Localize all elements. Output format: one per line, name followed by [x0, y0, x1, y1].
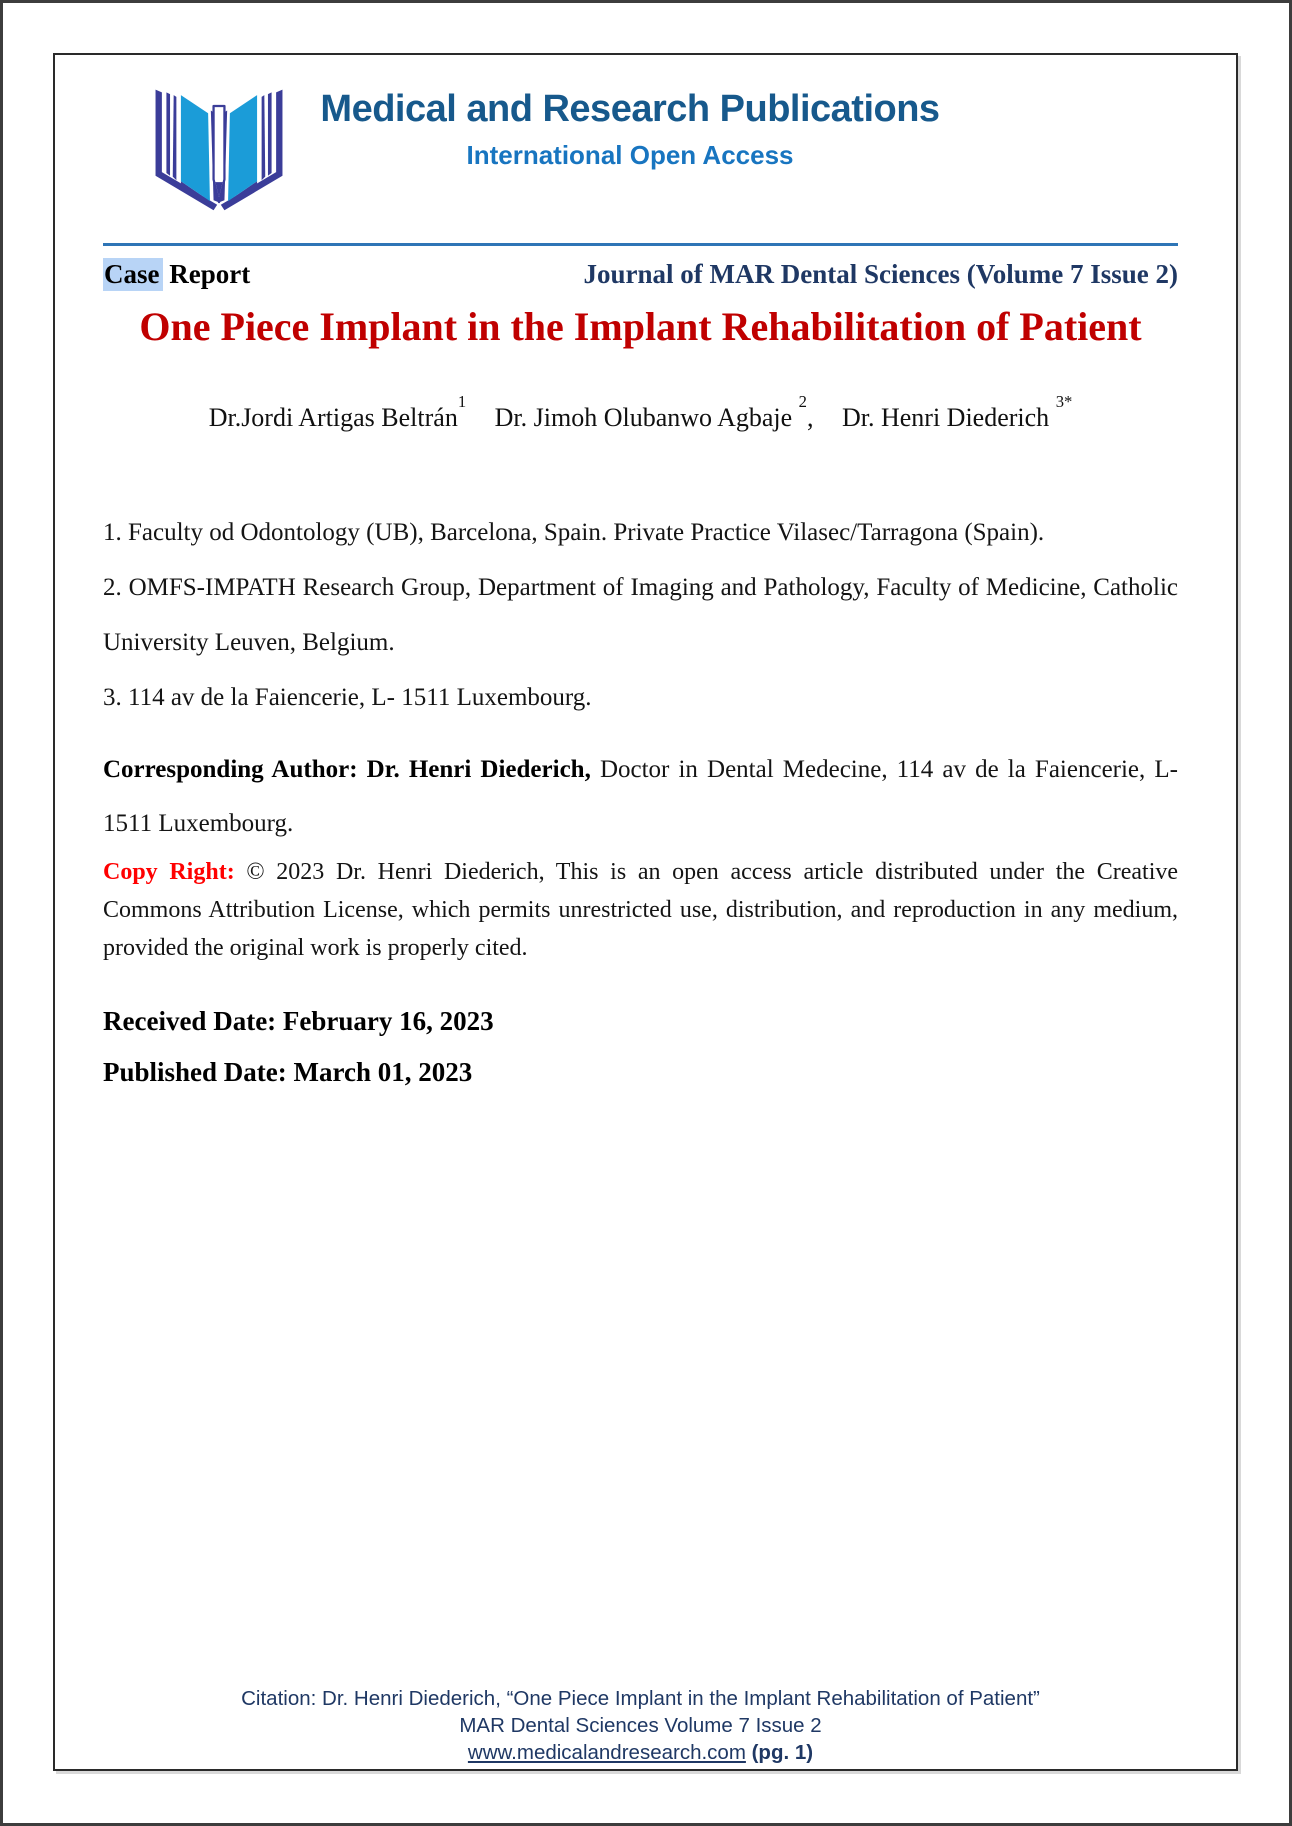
author-affiliation-superscript: 2: [798, 391, 807, 411]
author-line: [103, 391, 1178, 433]
footer-link-line: [103, 1739, 1178, 1766]
author-affiliation-superscript: 3*: [1055, 391, 1073, 411]
author: Dr.Jordi Artigas Beltrán$^1$: [208, 391, 467, 432]
author: Dr. Henri Diederich $^{3*}$: [841, 391, 1073, 432]
footer-journal-line: MAR Dental Sciences Volume 7 Issue 2: [459, 1714, 822, 1737]
author: Dr. Jimoh Olubanwo Agbaje $^2$,: [494, 391, 814, 432]
footer-citation: Citation: Dr. Henri Diederich, “One Piece Implant in the Implant Rehabilitation of Patient”: [241, 1687, 1040, 1710]
publisher-name: Medical and Research Publications: [320, 88, 940, 130]
publisher-tagline: International Open Access: [466, 140, 794, 170]
doc-type-rest: Report: [162, 259, 251, 289]
copyright-paragraph: [103, 853, 1178, 967]
corresponding-author-text: Doctor in Dental Medecine, 114 av de la Faiencerie, L- 1511 Luxembourg.: [103, 756, 1178, 837]
publisher-header: [285, 87, 975, 171]
corresponding-author-paragraph: [103, 743, 1178, 851]
corresponding-author-label: Corresponding Author: Dr. Henri Diederich,: [103, 756, 591, 783]
copyright-label: Copy Right:: [103, 859, 235, 885]
published-date: Published Date: March 01, 2023: [103, 1057, 473, 1087]
page-number: (pg. 1): [751, 1741, 814, 1764]
received-date: Received Date: February 16, 2023: [103, 1006, 494, 1036]
publisher-website-link[interactable]: www.medicalandresearch.com: [467, 1741, 746, 1764]
affiliations-list: [103, 505, 1178, 725]
journal-name: Journal of MAR Dental Sciences (Volume 7 Issue 2): [583, 259, 1178, 289]
affiliation-item: 2. OMFS-IMPATH Research Group, Department of Imaging and Pathology, Faculty of Medicine, Catholic University Leuven, Belgium.: [103, 574, 1178, 656]
article-title: One Piece Implant in the Implant Rehabilitation of Patient: [139, 304, 1142, 349]
page-footer: [103, 1685, 1178, 1766]
doc-type-highlighted-word: Case: [103, 258, 163, 291]
affiliation-item: 1. Faculty od Odontology (UB), Barcelona, Spain. Private Practice Vilasec/Tarragona (Spain).: [103, 519, 1045, 546]
doc-type-label: [103, 259, 250, 290]
open-book-pen-icon: [151, 79, 287, 229]
affiliation-item: 3. 114 av de la Faiencerie, L- 1511 Luxembourg.: [103, 684, 592, 711]
author-affiliation-superscript: 1: [457, 391, 467, 411]
copyright-text: © 2023 Dr. Henri Diederich, This is an open access article distributed under the Creative Commons Attribution License, which permits unrestricted use, distribution, and reproduction in any medium, provided the original work is properly cited.: [103, 859, 1179, 961]
header-divider-line: [103, 243, 1178, 246]
document-meta-row: [103, 259, 1178, 290]
